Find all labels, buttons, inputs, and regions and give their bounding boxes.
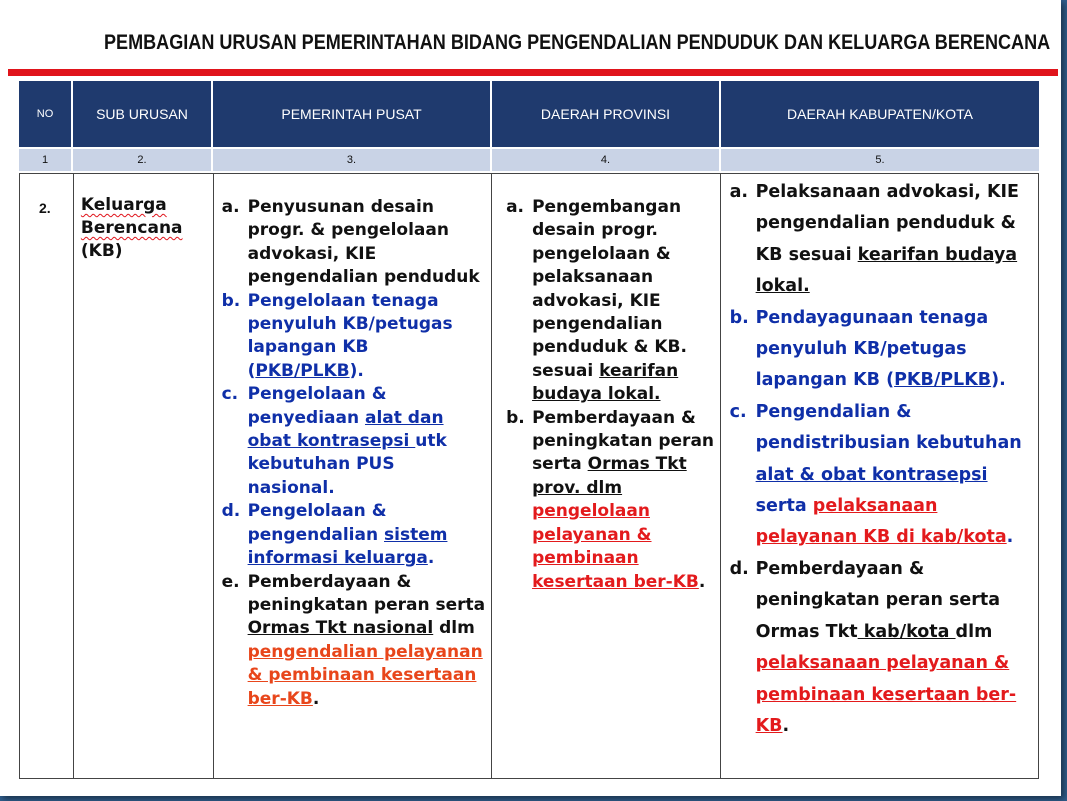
pusat-item-b-marker: b. — [221, 290, 241, 311]
provinsi-item-a-text: Pengembangan desain progr. pengelolaan & pelaksanaan advokasi, KIE pengendalian penduduk & KB. sesuai — [532, 197, 687, 381]
header-daerah-kabupaten: DAERAH KABUPATEN/KOTA — [787, 106, 973, 122]
kabupaten-item-a-text: Pelaksanaan advokasi, KIE pengendalian penduduk & KB sesuai — [755, 182, 1019, 265]
pusat-item-e-text: Pemberdayaan & peningkatan peran serta — [247, 571, 486, 615]
column-number-4: 4. — [492, 149, 721, 171]
column-number-2: 2. — [73, 149, 213, 171]
kabupaten-item-a — [730, 177, 1036, 303]
kabupaten-item-b-underlined: PKB/PLKB — [894, 370, 992, 391]
pusat-item-d-body — [248, 500, 487, 570]
kabupaten-item-c-marker: c. — [729, 401, 747, 422]
column-number-5: 5. — [875, 154, 885, 166]
kabupaten-item-c-text-2: serta — [755, 496, 813, 517]
provinsi-item-b-body — [532, 407, 719, 594]
table-header-row — [19, 81, 1039, 147]
cell-sub-urusan — [74, 174, 214, 778]
provinsi-item-b-underlined-2: pengelolaan pelayanan & pembinaan kesertaan ber-KB — [532, 501, 699, 592]
kabupaten-item-c-underlined-1: alat & obat kontrasepsi — [755, 464, 988, 485]
row-number: 2. — [39, 200, 51, 216]
kabupaten-item-b-text: Pendayagunaan tenaga penyuluh KB/petugas lapangan KB ( — [755, 307, 989, 391]
cell-pemerintah-pusat — [214, 174, 492, 778]
kabupaten-item-d-body — [756, 554, 1036, 742]
kabupaten-item-b-body — [756, 303, 1036, 397]
kabupaten-item-a-underlined: kearifan budaya lokal. — [755, 244, 1018, 297]
provinsi-item-b-underlined-1: Ormas Tkt prov. dlm — [532, 454, 687, 498]
column-number-row — [19, 149, 1039, 171]
cell-daerah-provinsi — [492, 174, 721, 778]
pusat-item-c — [222, 383, 487, 500]
pusat-item-e — [222, 571, 487, 711]
provinsi-item-b-marker: b. — [506, 407, 525, 428]
provinsi-item-a-body — [532, 196, 719, 407]
pusat-item-e-marker: e. — [221, 571, 240, 592]
kabupaten-item-b — [730, 303, 1036, 397]
kabupaten-item-b-end: ). — [991, 370, 1006, 391]
pusat-item-a — [222, 196, 487, 290]
provinsi-item-a-marker: a. — [506, 197, 524, 217]
pusat-item-d-marker: d. — [221, 501, 241, 522]
kabupaten-item-d-text-2: dlm — [955, 621, 993, 642]
header-pemerintah-pusat: PEMERINTAH PUSAT — [213, 81, 492, 147]
kabupaten-item-c-end: . — [1006, 527, 1014, 548]
kabupaten-item-c — [730, 397, 1036, 554]
pusat-item-d-underlined: sistem informasi keluarga — [247, 524, 448, 569]
column-number-1: 1 — [19, 149, 73, 171]
kabupaten-item-c-underlined-2: pelaksanaan pelayanan KB di kab/kota — [755, 496, 1007, 548]
pusat-item-d — [222, 500, 487, 570]
sub-urusan-word-3: (KB) — [80, 241, 123, 261]
page-title: PEMBAGIAN URUSAN PEMERINTAHAN BIDANG PENGENDALIAN PENDUDUK DAN KELUARGA BERENCANA — [104, 31, 1051, 54]
provinsi-list — [506, 196, 719, 594]
pusat-item-a-marker: a. — [221, 197, 240, 217]
pusat-item-e-underlined-2: pengendalian pelayanan & pembinaan kesertaan ber-KB — [247, 641, 483, 709]
table-row — [19, 173, 1039, 779]
kabupaten-item-d — [730, 554, 1036, 742]
pusat-item-a-text: Penyusunan desain progr. & pengelolaan advokasi, KIE pengendalian penduduk — [247, 197, 480, 288]
pusat-item-e-underlined-1: Ormas Tkt nasional — [247, 618, 434, 639]
provinsi-item-b — [506, 407, 719, 594]
title-divider — [8, 69, 1058, 76]
kabupaten-item-d-end: . — [782, 715, 790, 736]
provinsi-item-b-end: . — [698, 571, 706, 592]
kabupaten-item-b-marker: b. — [729, 307, 749, 328]
pusat-item-b-end: ). — [349, 360, 364, 381]
provinsi-item-b-text: Pemberdayaan & peningkatan peran serta — [532, 407, 715, 475]
cell-daerah-kabupaten — [721, 174, 1038, 778]
kabupaten-item-a-body — [756, 177, 1036, 303]
sub-urusan-text — [81, 194, 211, 263]
pusat-item-d-end: . — [427, 548, 435, 569]
pusat-item-e-text-2: dlm — [433, 618, 475, 639]
pusat-item-e-end: . — [312, 688, 320, 709]
kabupaten-item-d-underlined-2: pelaksanaan pelayanan & pembinaan kesertaan ber-KB — [755, 653, 1017, 736]
kabupaten-item-d-text: Pemberdayaan & peningkatan peran serta Ormas Tkt — [755, 558, 1001, 642]
provinsi-item-a — [506, 196, 719, 407]
pusat-item-b-text: Pengelolaan tenaga penyuluh KB/petugas lapangan KB ( — [247, 290, 453, 381]
kabupaten-item-a-marker: a. — [729, 182, 749, 202]
sub-urusan-word-1: Keluarga — [80, 195, 167, 215]
pusat-item-c-body — [248, 383, 487, 500]
pusat-item-b-body — [248, 290, 487, 384]
header-sub-urusan: SUB URUSAN — [73, 81, 213, 147]
kabupaten-item-d-marker: d. — [729, 558, 749, 579]
kabupaten-item-c-text: Pengendalian & pendistribusian kebutuhan — [755, 401, 1022, 454]
provinsi-item-a-underlined: kearifan budaya lokal. — [532, 360, 679, 405]
pusat-item-b-underlined: PKB/PLKB — [255, 360, 350, 381]
pusat-item-d-text: Pengelolaan & pengendalian — [247, 501, 387, 545]
column-number-3: 3. — [213, 149, 492, 171]
pusat-item-e-body — [248, 571, 487, 711]
header-no: NO — [19, 81, 73, 147]
pusat-item-c-end: utk kebutuhan PUS nasional. — [247, 431, 447, 498]
kabupaten-item-c-body — [756, 397, 1036, 554]
header-daerah-provinsi: DAERAH PROVINSI — [492, 81, 721, 147]
kabupaten-item-d-underlined-1: kab/kota — [857, 621, 956, 642]
pusat-item-c-underlined: alat dan obat kontrasepsi — [247, 407, 444, 452]
pusat-item-b — [222, 290, 487, 384]
kabupaten-list — [730, 177, 1036, 742]
pusat-list — [222, 196, 487, 711]
cell-no — [20, 174, 74, 778]
sub-urusan-word-2: Berencana — [80, 218, 183, 238]
pusat-item-c-text: Pengelolaan & penyediaan — [247, 384, 387, 428]
pusat-item-c-marker: c. — [221, 384, 239, 405]
